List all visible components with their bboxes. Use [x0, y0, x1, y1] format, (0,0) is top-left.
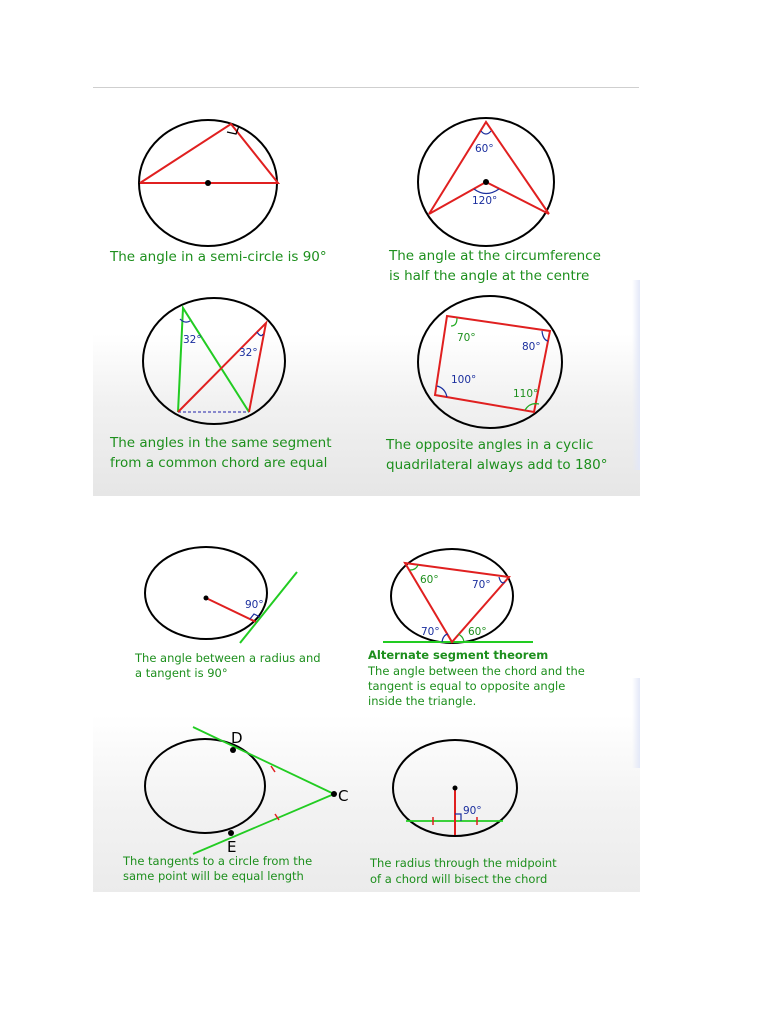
tangent-line-e — [193, 794, 334, 854]
circle-theorems-panel-bottom — [93, 538, 640, 892]
angle-label-70-top: 70° — [472, 579, 491, 591]
angle-label-60-top: 60° — [420, 574, 439, 586]
angle-label-120: 120° — [472, 195, 498, 207]
angle-label-110: 110° — [513, 388, 539, 400]
angle-label-90: 90° — [245, 599, 264, 611]
cyclic-caption-line1: The opposite angles in a cyclic — [386, 437, 594, 453]
alternate-segment-caption-line1: The angle between the chord and the — [368, 664, 585, 678]
arc-120 — [474, 189, 499, 194]
same-segment-circle — [143, 298, 285, 424]
diagram-bisect-chord — [369, 740, 557, 886]
alternate-segment-caption-line3: inside the triangle. — [368, 694, 477, 708]
angle-label-100: 100° — [451, 374, 477, 386]
angle-label-60-bottom: 60° — [468, 626, 487, 638]
angle-label-32-right: 32° — [239, 347, 258, 359]
angle-label-32-left: 32° — [183, 334, 202, 346]
angle-label-60: 60° — [475, 143, 494, 155]
alternate-segment-caption-line2: tangent is equal to opposite angle — [368, 679, 566, 693]
centre-caption-line2: is half the angle at the centre — [389, 268, 590, 284]
arc-110 — [525, 404, 539, 410]
bisect-caption-line2: of a chord will bisect the chord — [370, 872, 548, 886]
bisect-caption-line1: The radius through the midpoint — [370, 856, 557, 870]
tangents-caption-line1: The tangents to a circle from the — [123, 854, 313, 868]
semicircle-triangle — [140, 124, 278, 183]
semicircle-caption: The angle in a semi-circle is 90° — [110, 249, 327, 265]
arc-60-top — [410, 565, 418, 570]
point-d-dot — [230, 747, 236, 753]
centre-dot — [205, 180, 211, 186]
alternate-segment-title: Alternate segment theorem — [368, 648, 549, 662]
diagram-alternate-segment — [367, 549, 585, 708]
diagram-centre-angle — [388, 118, 601, 284]
point-label-c: C — [338, 787, 349, 805]
equal-mark-d — [271, 766, 275, 772]
diagram-same-segment — [109, 298, 332, 471]
diagram-semicircle — [109, 120, 327, 265]
segment-triangle-green — [178, 308, 249, 412]
circle-theorems-bottom-svg — [93, 538, 640, 892]
arc-70-top — [499, 577, 505, 583]
top-divider-line — [93, 87, 639, 88]
circle-theorems-panel-top — [93, 110, 640, 496]
arc-80 — [542, 331, 548, 341]
diagram-radius-tangent — [134, 547, 321, 680]
segment-caption-line2: from a common chord are equal — [110, 455, 328, 471]
tangent-line-d — [193, 727, 334, 794]
segment-caption-line1: The angles in the same segment — [110, 435, 332, 451]
angle-label-70-bottom: 70° — [421, 626, 440, 638]
right-angle-mark — [250, 614, 260, 619]
tangents-caption-line2: same point will be equal length — [123, 869, 304, 883]
centre-dot — [453, 786, 458, 791]
cyclic-caption-line2: quadrilateral always add to 180° — [386, 457, 608, 473]
diagram-cyclic-quadrilateral — [385, 296, 607, 473]
angle-label-80: 80° — [522, 341, 541, 353]
circle-theorems-top-svg — [93, 110, 640, 496]
centre-caption-line1: The angle at the circumference — [389, 248, 601, 264]
point-label-e: E — [227, 838, 237, 856]
arc-70 — [451, 318, 457, 326]
arc-60 — [481, 131, 491, 134]
point-label-d: D — [231, 729, 243, 747]
diagram-equal-tangents — [122, 727, 348, 883]
centre-dot — [483, 179, 489, 185]
tangent-radius-caption-line2: a tangent is 90° — [135, 666, 228, 680]
angle-label-70: 70° — [457, 332, 476, 344]
point-e-dot — [228, 830, 234, 836]
arc-32-right — [257, 332, 263, 336]
centre-dot — [204, 596, 209, 601]
point-c-dot — [331, 791, 337, 797]
angle-label-90: 90° — [463, 805, 482, 817]
tangent-radius-caption-line1: The angle between a radius and — [135, 651, 321, 665]
tangent-radius-circle — [145, 547, 267, 639]
